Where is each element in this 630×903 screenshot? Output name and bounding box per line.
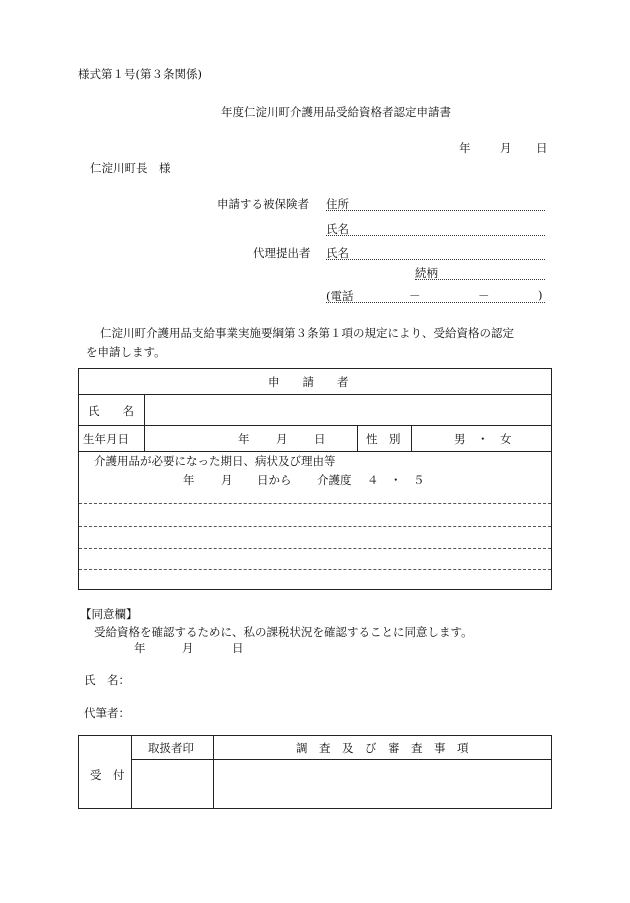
care-level-options[interactable]: ４ ・ ５ [367,473,425,487]
table-header-applicant: 申 請 者 [268,375,349,389]
reason-from: 日から [257,473,292,487]
sex-options[interactable]: 男 ・ 女 [454,432,512,446]
phone-field[interactable] [326,302,545,303]
reason-label: 介護用品が必要になった期日、病状及び理由等 [94,454,336,468]
dob-year: 年 [238,432,250,446]
reason-year: 年 [183,473,195,487]
address-label: 住所 [326,197,349,211]
address-field[interactable] [326,210,545,211]
reception-label: 受 付 [90,768,125,782]
reason-month: 月 [221,473,233,487]
phone-dash-2: － [478,289,490,303]
consent-text: 受給資格を確認するために、私の課税状況を確認することに同意します。 [94,625,473,639]
consent-year: 年 [134,641,146,655]
applicant-name-label: 氏名 [326,222,349,236]
name-row-label: 氏 名 [88,404,134,418]
handler-seal-label: 取扱者印 [148,741,194,755]
form-number: 様式第１号(第３条関係) [78,67,202,81]
consent-month: 月 [182,641,194,655]
proxy-label: 代筆者： [84,706,130,720]
statement-line-2: を申請します。 [86,345,166,359]
dob-label: 生年月日 [83,432,129,446]
relation-label: 続柄 [415,266,438,280]
date-day: 日 [536,141,548,155]
sex-label: 性 別 [366,432,401,446]
consent-name-label: 氏 名： [84,673,130,687]
applicant-name-field[interactable] [326,235,545,236]
phone-open: (電話 [326,289,354,303]
reason-line-3[interactable] [79,548,551,549]
handler-seal-cell[interactable] [136,764,208,804]
consent-day: 日 [232,641,244,655]
phone-close: ) [538,288,543,302]
applicant-name-cell[interactable] [150,399,546,421]
page-title: 年度仁淀川町介護用品受給資格者認定申請書 [221,105,451,119]
investigation-cell[interactable] [218,764,546,804]
agent-name-field[interactable] [326,259,545,260]
date-year: 年 [459,141,471,155]
care-level-label: 介護度 [317,473,352,487]
investigation-label: 調 査 及 び 審 査 事 項 [296,741,469,755]
relation-field[interactable] [415,279,545,280]
agent-name-label: 氏名 [326,246,349,260]
applicant-label: 申請する被保険者 [217,197,309,211]
dob-day: 日 [314,432,326,446]
consent-heading: 【同意欄】 [80,607,138,621]
reason-line-1[interactable] [79,503,551,504]
phone-dash-1: － [409,289,421,303]
date-month: 月 [500,141,512,155]
reason-line-2[interactable] [79,526,551,527]
statement-line-1: 仁淀川町介護用品支給事業実施要綱第３条第１項の規定により、受給資格の認定 [100,326,514,340]
addressee: 仁淀川町長 様 [90,161,171,175]
agent-label: 代理提出者 [253,246,311,260]
reason-line-4[interactable] [79,569,551,570]
dob-month: 月 [276,432,288,446]
